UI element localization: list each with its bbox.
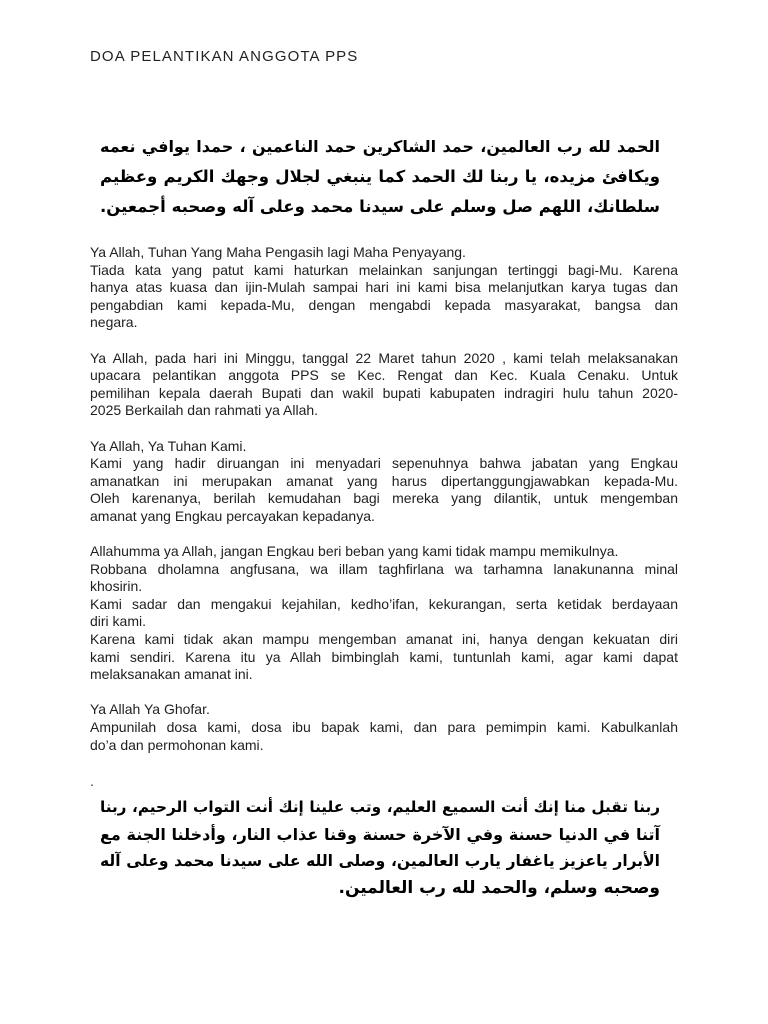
text-line: amanat yang Engkau percayakan kepadanya.	[90, 507, 375, 524]
document-title: DOA PELANTIKAN ANGGOTA PPS	[90, 48, 359, 65]
text-line: Kami sadar dan mengakui kejahilan, kedho’ifan, kekurangan, serta ketidak berdayaan	[90, 595, 678, 612]
text-line: Tiada kata yang patut kami haturkan melainkan sanjungan tertinggi bagi-Mu. Karena	[90, 261, 678, 278]
text-line: amanatkan ini merupakan amanat yang harus dipertanggungjawabkan kepada-Mu.	[90, 472, 678, 489]
text-line: do’a dan permohonan kami.	[90, 736, 264, 753]
arabic-line: ويكافئ مزيده، يا ربنا لك الحمد كما ينبغي لجلال وجهك الكريم وعظيم	[100, 167, 660, 186]
paragraph	[90, 438, 678, 526]
arabic-line: وصحبه وسلم، والحمد لله رب العالمين.	[338, 878, 660, 898]
text-line: Robbana dholamna angfusana, wa illam taghfirlana wa tarhamna lanakunanna minal	[90, 560, 678, 577]
prayer-body	[90, 244, 678, 754]
arabic-line: سلطانك، اللهم صل وسلم على سيدنا محمد وعلى آله وصحبه أجمعين.	[100, 197, 660, 216]
text-line: khosirin.	[90, 578, 143, 595]
text-line: Ampunilah dosa kami, dosa ibu bapak kami, dan para pemimpin kami. Kabulkanlah	[90, 719, 678, 736]
text-line: diri kami.	[90, 613, 147, 630]
text-line: Ya Allah, Ya Tuhan Kami.	[90, 437, 247, 454]
text-line: Kami yang hadir diruangan ini menyadari sepenuhnya bahwa jabatan yang Engkau	[90, 455, 678, 472]
text-line: kami sendiri. Karena itu ya Allah bimbinglah kami, tuntunlah kami, agar kami dapat	[90, 648, 678, 665]
separator-mark: .	[90, 773, 94, 789]
paragraph	[90, 350, 678, 420]
text-line: Ya Allah, Tuhan Yang Maha Pengasih lagi Maha Penyayang.	[90, 244, 466, 260]
paragraph	[90, 543, 678, 684]
paragraph	[90, 244, 678, 332]
text-line: negara.	[90, 314, 138, 331]
opening-prayer-arabic	[100, 132, 660, 222]
arabic-line: الحمد لله رب العالمين، حمد الشاكرين حمد الناعمين ، حمدا يوافي نعمه	[100, 137, 660, 156]
text-line: Allahumma ya Allah, jangan Engkau beri beban yang kami tidak mampu memikulnya.	[90, 543, 619, 560]
text-line: hanya atas kuasa dan ijin-Mulah sampai hari ini kami bisa melanjutkan karya tugas dan	[90, 279, 678, 296]
arabic-line: ربنا تقبل منا إنك أنت السميع العليم، وتب علينا إنك أنت التواب الرحيم، ربنا	[100, 798, 660, 816]
text-line: pemilihan kepala daerah Bupati dan wakil bupati kabupaten indragiri hulu tahun 2020-	[90, 384, 678, 401]
text-line: 2025 Berkailah dan rahmati ya Allah.	[90, 402, 319, 419]
text-line: Karena kami tidak akan mampu mengemban amanat ini, hanya dengan kekuatan diri	[90, 631, 678, 648]
text-line: melaksanakan amanat ini.	[90, 666, 253, 683]
text-line: Ya Allah, pada hari ini Minggu, tanggal 22 Maret tahun 2020 , kami telah melaksanakan	[90, 349, 678, 366]
text-line: Ya Allah Ya Ghofar.	[90, 701, 210, 718]
paragraph	[90, 701, 678, 754]
arabic-line: الأبرار ياعزيز ياغفار يارب العالمين، وصلى الله على سيدنا محمد وعلى آله	[100, 852, 660, 870]
text-line: Oleh karenanya, berilah kemudahan bagi mereka yang dilantik, untuk mengemban	[90, 490, 678, 507]
text-line: upacara pelantikan anggota PPS se Kec. Rengat dan Kec. Kuala Cenaku. Untuk	[90, 367, 678, 384]
closing-prayer-arabic	[100, 794, 660, 902]
arabic-line: آتنا في الدنيا حسنة وفي الآخرة حسنة وقنا عذاب النار، وأدخلنا الجنة مع	[100, 825, 660, 844]
text-line: pengabdian kami kepada-Mu, dengan mengabdi kepada masyarakat, bangsa dan	[90, 296, 678, 313]
